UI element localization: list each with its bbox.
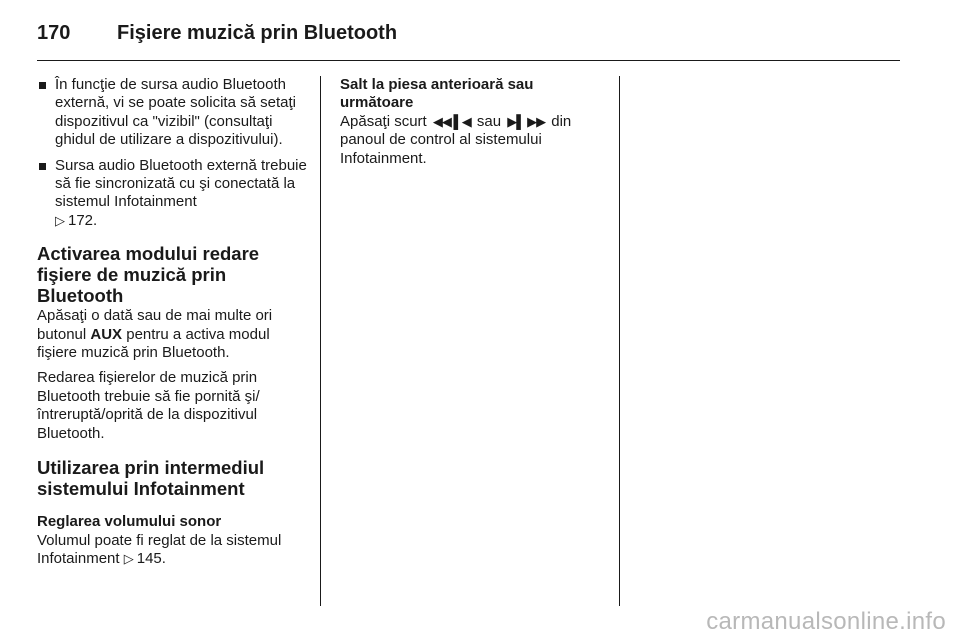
bullet-item	[37, 76, 307, 150]
section-heading-activate: Activarea modului redare fişiere de muzică prin Bluetooth	[37, 243, 260, 307]
text-segment: Apăsaţi scurt	[340, 112, 427, 130]
prev-track-icon: ◀◀ ▌◀	[432, 113, 471, 129]
page-header	[37, 18, 397, 48]
watermark: carmanualsonline.info	[706, 608, 946, 635]
aux-button-label: AUX	[90, 325, 123, 343]
text-segment: pentru a activa modul fişiere muzică prin Bluetooth.	[37, 325, 270, 362]
bullet-item	[37, 157, 307, 231]
column-1	[37, 76, 307, 575]
bullet-square-icon	[39, 82, 46, 89]
paragraph-playback: Redarea fişierelor de muzică prin Bluetooth trebuie să fie pornită şi/ întreruptă/oprită de la dispozitivul Bluetooth.	[37, 369, 260, 442]
column-divider-1	[320, 76, 321, 606]
column-divider-2	[619, 76, 620, 606]
text-segment: Apăsaţi o dată sau de mai multe ori butonul	[37, 307, 273, 343]
page-title: Fişiere muzică prin Bluetooth	[117, 21, 398, 44]
page-number: 170	[37, 21, 71, 44]
bullet-text: În funcţie de sursa audio Bluetooth externă, vi se poate solicita să setaţi dispozitivul ca "vizibil" (consultaţi ghidul de utilizare a dispozitivului).	[55, 76, 296, 149]
header-rule	[37, 60, 900, 61]
ref-arrow-icon: ▷	[123, 550, 134, 566]
next-track-icon: ▶▌ ▶▶	[507, 113, 546, 129]
paragraph-activate	[37, 307, 307, 362]
ref-arrow-icon: ▷	[55, 212, 65, 228]
column-2	[340, 76, 600, 175]
text-segment: sau	[476, 112, 502, 130]
page-reference-link[interactable]: 145.	[136, 549, 166, 567]
page-reference-link[interactable]: 172.	[68, 211, 98, 229]
section-heading-infotainment: Utilizarea prin intermediul sistemului Infotainment	[37, 457, 265, 500]
subheading-volume: Reglarea volumului sonor	[37, 513, 222, 531]
paragraph-track-skip	[340, 113, 600, 168]
bullet-square-icon	[39, 163, 46, 170]
text-segment: din panoul de control al sistemului Infotainment.	[340, 112, 572, 167]
subheading-track-skip: Salt la piesa anterioară sau următoare	[340, 76, 534, 112]
bullet-text: Sursa audio Bluetooth externă trebuie să fie sincronizată cu şi conectată la sistemul Infotainment	[55, 156, 307, 211]
paragraph-volume	[37, 532, 307, 569]
text-segment: Volumul poate fi reglat de la sistemul Infotainment	[37, 531, 282, 567]
